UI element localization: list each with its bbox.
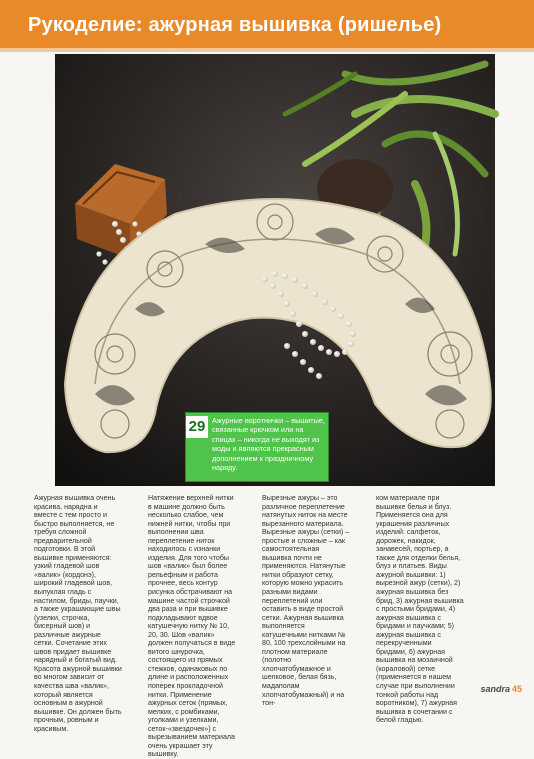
column-3-text: Вырезные ажуры – это различное переплетение натянутых ниток на месте вырезанного материала. Вырезные ажуры (сетки) – простые и сложные – как самостоятельная вышивка почти не применяются. Натянутые нитки образуют сетку, которую можно украсить разными видами переплетений или оставить в виде простой сетки. Ажурная вышивка выполняется катушечными нитками № 80, 100 трехслойными на плотном материале (полотно хлопчатобумажное и шелковое, белая бязь, мадаполам хлопчатобумажный) и на тон- — [262, 494, 350, 708]
caption-text: Ажурные воротнички – вышитые, связанные крючком или на спицах – никогда не выходят из моды и являются прекрасным дополнением к праздничному наряду. — [212, 416, 325, 473]
page-number: 45 — [511, 684, 522, 694]
column-1-text: Ажурная вышивка очень красива, нарядна и вместе с тем просто и быстро выполняется, не требуя сложной предварительной подготовки. В этой вышивке применяются: узкий гладевой шов «валик» (кордонэ), широкий гладевой шов, выпуклая гладь с настилом, бриды, паучки, а также украшающие швы (узелки, строчка, бисерный шов) и различные ажурные сетки. Сочетание этих швов придает вышивке нарядный и богатый вид. Красота ажурной вышивки во многом зависит от качества шва «валик», который является основным в ажурной вышивке. Он должен быть прочным, ровным и красивым. — [34, 494, 122, 733]
column-2-text: Натяжение верхней нитки в машине должно быть несколько слабое, чем нижней нитки, чтобы при выполнении шва переплетение ниток находилось с изнанки изделия. Для того чтобы шов «валик» был более рельефным и работа прочнее, весь контур рисунка обстрачивают на машине частой строчкой два раза и при вышивке подкладывают вдвое катушечную нитку № 10, 20, 30. Шов «валик» должен получаться в виде витого шнурочка, состоящего из прямых стежков, одинаковых по длине и расположенных поперек прокладочной нитки. Применение ажурных сеток (прямых, мелких, с ромбиками, уголками и узелками, сеток-«звездочек») с вырезыванием материала очень украшает эту вышивку. — [148, 494, 236, 759]
caption-number: 29 — [186, 416, 208, 438]
magazine-brand: sandra — [480, 684, 510, 694]
page-title: Рукоделие: ажурная вышивка (ришелье) — [28, 14, 442, 36]
text-column-3 — [262, 494, 350, 708]
text-column-2 — [148, 494, 236, 759]
text-column-4 — [376, 494, 464, 725]
text-column-1 — [34, 494, 122, 733]
page-footer — [480, 684, 522, 694]
column-4-text: ком материале при вышивке белья и блуз. Применяется она для украшения различных изделий: салфеток, дорожек, накидок, занавесей, портьер, а также для отделки белья, блуз и платьев. Виды ажурной вышивки: 1) вырезной ажур (сетки), 2) ажурная вышивка без брид, 3) ажурная вышивка с простыми бридами, 4) ажурная вышивка с бридами и паучками; 5) ажурная вышивка с перекрученными бридами, 6) ажурная вышивка на мозаичной (кораловой) сетке (применяется в нашем случае при выполнении тонкой работы над воротником), 7) ажурная вышивка в сочетании с белой гладью. — [376, 494, 464, 725]
header-rule — [0, 48, 534, 52]
photo-caption — [185, 412, 329, 482]
